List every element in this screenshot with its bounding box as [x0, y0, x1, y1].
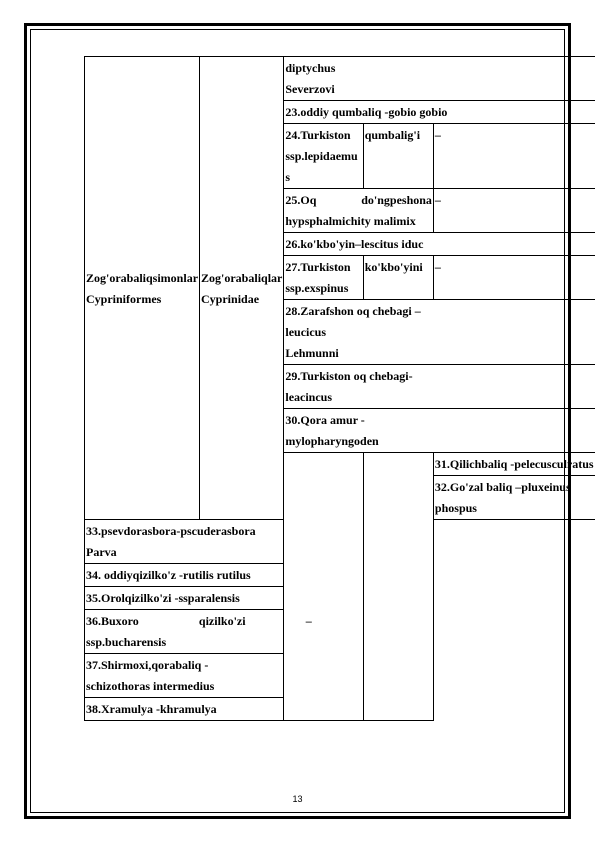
page-number: 13 [292, 794, 303, 804]
species-cell-27-name: 27.Turkiston ssp.exspinus [284, 256, 363, 300]
species-cell-24-local: qumbalig'i [363, 124, 433, 189]
species-cell-34: 34. oddiyqizilko'z -rutilis rutilus [85, 564, 364, 587]
species-table [84, 56, 595, 721]
species-cell-27-status: – [433, 256, 595, 300]
table-row [85, 698, 595, 721]
species-cell-24-status: – [433, 124, 595, 189]
table-row [85, 57, 595, 101]
species-cell-24-name: 24.Turkiston ssp.lepidaemu s [284, 124, 363, 189]
species-cell-31: 31.Qilichbaliq -pelecusculratus [433, 453, 595, 476]
order-cell [85, 57, 200, 520]
table-row [85, 587, 595, 610]
species-cell-36: 36.Buxoro qizilko'zi – ssp.bucharensis [85, 610, 364, 654]
family-name-latin: Cyprinidae [201, 291, 260, 306]
table-row [85, 520, 595, 564]
family-cell [200, 57, 284, 520]
order-name-uz: Zog'orabaliqsimonlar [86, 270, 199, 285]
family-name-uz: Zog'orabaliqlar [201, 270, 283, 285]
species-cell-30: 30.Qora amur - mylopharyngoden [284, 409, 595, 453]
species-cell-28: 28.Zarafshon oq chebagi – leucicus Lehmunni [284, 300, 595, 365]
species-cell-35: 35.Orolqizilko'zi -ssparalensis [85, 587, 364, 610]
species-cell-29: 29.Turkiston oq chebagi- leacincus [284, 365, 595, 409]
species-cell-27-local: ko'kbo'yini [363, 256, 433, 300]
species-cell-32: 32.Go'zal baliq –pluxeinus phospus [433, 476, 595, 520]
table-row [85, 610, 595, 654]
species-cell-33: 33.psevdorasbora-pscuderasbora Parva [85, 520, 364, 564]
species-cell-38: 38.Xramulya -khramulya [85, 698, 364, 721]
species-cell-26: 26.ko'kbo'yin–lescitus iduc [284, 233, 595, 256]
species-cell-23: 23.oddiy qumbaliq -gobio gobio [284, 101, 595, 124]
species-cell-22: diptychus Severzovi [284, 57, 595, 101]
family-cell-empty [363, 453, 433, 721]
table-row [85, 654, 595, 698]
species-cell-37: 37.Shirmoxi,qorabaliq - schizothoras intermedius [85, 654, 364, 698]
order-name-latin: Cypriniformes [86, 291, 162, 306]
species-cell-25: 25.Oq do'ngpeshona hypsphalmichity malimix [284, 189, 434, 233]
species-cell-25-status: – [433, 189, 595, 233]
table-row [85, 564, 595, 587]
